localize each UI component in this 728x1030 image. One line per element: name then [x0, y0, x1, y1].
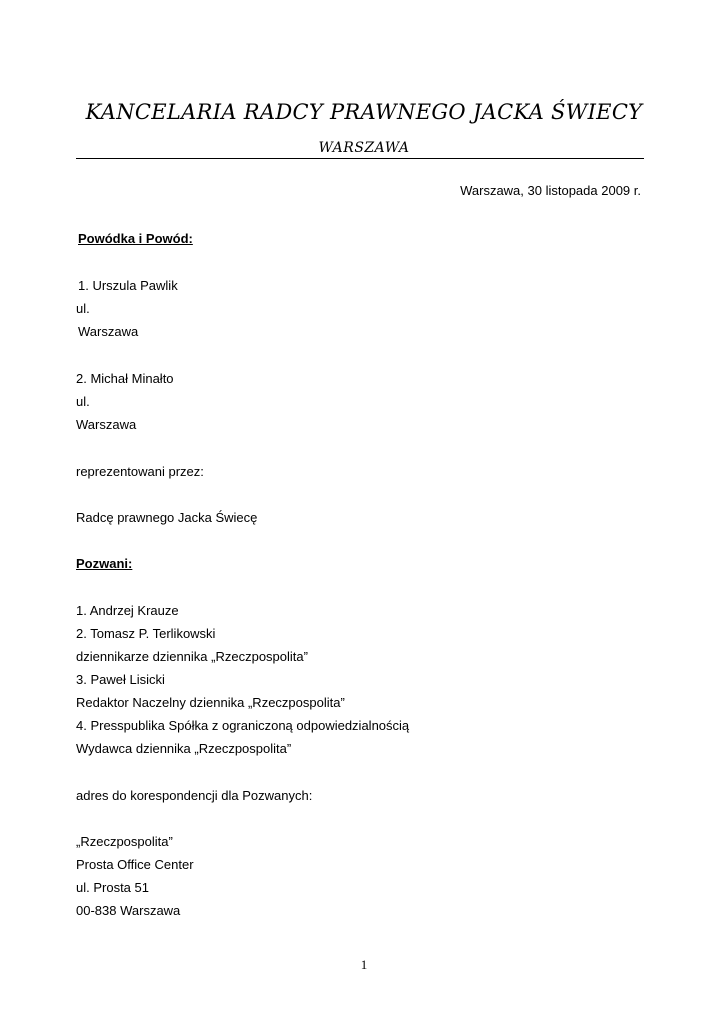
defendant-4-role: Wydawca dziennika „Rzeczpospolita” — [76, 741, 292, 756]
plaintiff-1-city: Warszawa — [78, 324, 139, 339]
attorney-name: Radcę prawnego Jacka Świecę — [76, 510, 258, 525]
plaintiff-1-street: ul. — [76, 301, 90, 316]
defendant-1: 1. Andrzej Krauze — [76, 603, 179, 618]
correspondence-line-1: „Rzeczpospolita” — [76, 834, 173, 849]
defendant-2-role: dziennikarze dziennika „Rzeczpospolita” — [76, 649, 308, 664]
letterhead-title: KANCELARIA RADCY PRAWNEGO JACKA ŚWIECY — [85, 100, 643, 124]
correspondence-line-4: 00-838 Warszawa — [76, 903, 181, 918]
plaintiff-2-name: 2. Michał Minałto — [76, 371, 174, 386]
defendants-heading: Pozwani: — [76, 556, 133, 571]
defendant-3-role: Redaktor Naczelny dziennika „Rzeczpospolita” — [76, 695, 345, 710]
page-number: 1 — [360, 957, 368, 972]
defendant-2: 2. Tomasz P. Terlikowski — [76, 626, 216, 641]
defendant-3: 3. Paweł Lisicki — [76, 672, 165, 687]
represented-by: reprezentowani przez: — [76, 464, 204, 479]
plaintiff-2-street: ul. — [76, 394, 90, 409]
correspondence-line-2: Prosta Office Center — [76, 857, 194, 872]
letterhead-city: WARSZAWA — [318, 140, 410, 156]
correspondence-label: adres do korespondencji dla Pozwanych: — [76, 788, 313, 803]
plaintiffs-heading: Powódka i Powód: — [78, 231, 193, 246]
letterhead-rule — [76, 158, 644, 159]
defendant-4: 4. Presspublika Spółka z ograniczoną odpowiedzialnością — [76, 718, 410, 733]
correspondence-line-3: ul. Prosta 51 — [76, 880, 149, 895]
plaintiff-1-name: 1. Urszula Pawlik — [78, 278, 178, 293]
plaintiff-2-city: Warszawa — [76, 417, 137, 432]
date-line: Warszawa, 30 listopada 2009 r. — [460, 183, 641, 198]
